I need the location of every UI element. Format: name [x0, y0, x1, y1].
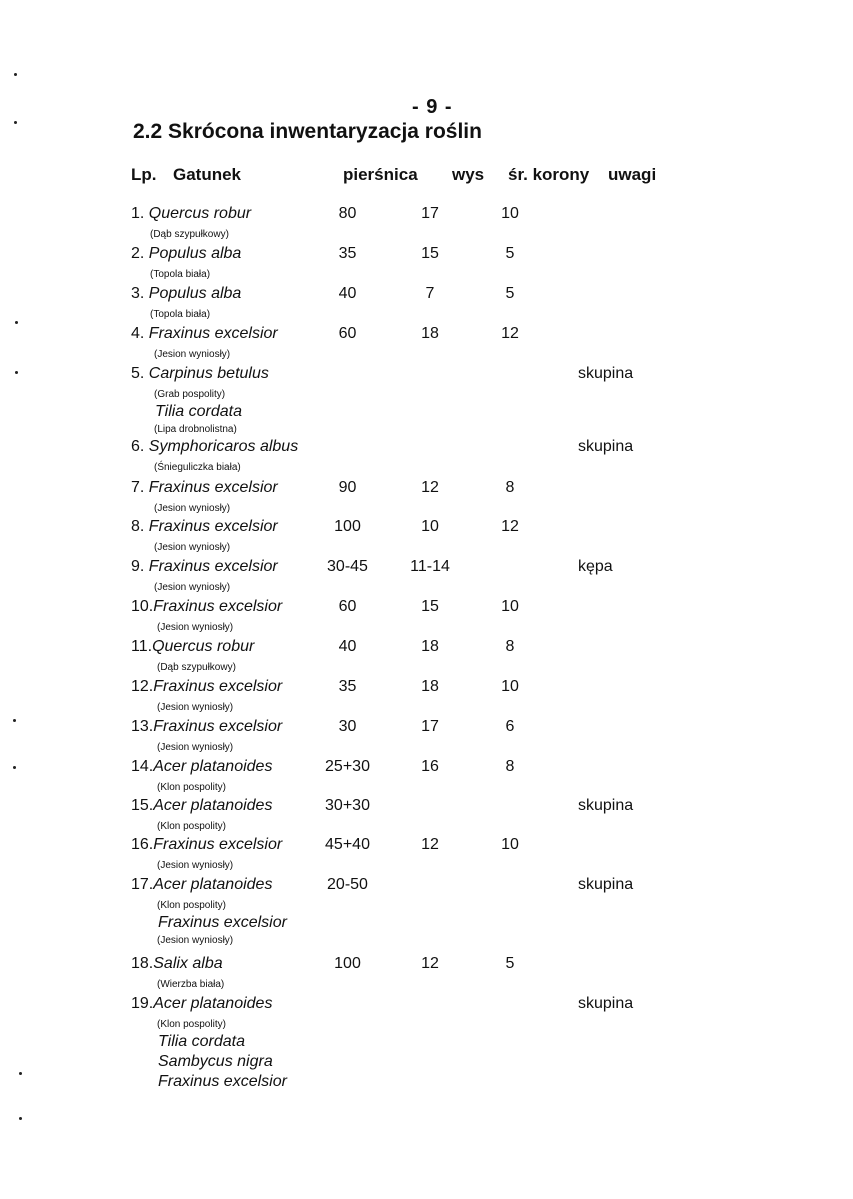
remarks-value: skupina: [578, 995, 634, 1012]
crown-value: 10: [501, 678, 519, 695]
additional-species: Sambycus nigra: [158, 1053, 273, 1070]
table-row: [0, 554, 853, 580]
species-cell: [131, 714, 282, 740]
crown-value: 10: [501, 836, 519, 853]
common-name: (Klon pospolity): [157, 821, 226, 832]
latin-name: Fraxinus excelsior: [148, 325, 278, 342]
common-name: (Klon pospolity): [157, 900, 226, 911]
height-value: 10: [421, 518, 439, 535]
table-row: [0, 201, 853, 227]
height-value: 15: [421, 598, 439, 615]
table-row: [0, 514, 853, 540]
latin-name: Populus alba: [148, 285, 242, 302]
additional-species: Fraxinus excelsior: [158, 1073, 287, 1090]
remarks-value: skupina: [578, 797, 634, 814]
piersnica-value: 40: [338, 638, 357, 655]
row-number: 16.: [131, 836, 154, 853]
species-cell: [131, 475, 278, 501]
crown-value: 5: [505, 245, 515, 262]
remarks-value: kępa: [578, 558, 613, 575]
crown-value: 12: [501, 325, 519, 342]
table-row: [0, 361, 853, 387]
piersnica-value: 20-50: [327, 876, 368, 893]
crown-value: 6: [505, 718, 515, 735]
latin-name: Fraxinus excelsior: [153, 836, 283, 853]
latin-name: Populus alba: [148, 245, 242, 262]
row-number: 17.: [131, 876, 154, 893]
piersnica-value: 60: [338, 598, 357, 615]
common-name: (Jesion wyniosły): [157, 742, 234, 753]
species-cell: [131, 514, 278, 540]
piersnica-value: 100: [334, 955, 361, 972]
scan-speck: [14, 73, 17, 76]
latin-name: Fraxinus excelsior: [153, 718, 283, 735]
common-name: (Jesion wyniosły): [154, 503, 231, 514]
species-cell: [131, 201, 251, 227]
crown-value: 8: [505, 638, 515, 655]
common-name: (Jesion wyniosły): [154, 542, 231, 553]
header-lp: Lp.: [131, 165, 157, 184]
row-number: 10.: [131, 598, 154, 615]
header-wys: wys: [452, 165, 485, 184]
scan-speck: [15, 321, 18, 324]
latin-name: Acer platanoides: [153, 995, 273, 1012]
common-name: (Topola biała): [150, 269, 211, 280]
height-value: 12: [421, 836, 439, 853]
table-row: [0, 434, 853, 460]
table-row: [0, 714, 853, 740]
table-row: [0, 241, 853, 267]
piersnica-value: 30-45: [327, 558, 368, 575]
row-number: 4.: [131, 325, 145, 342]
species-cell: [131, 872, 272, 898]
species-cell: [131, 991, 272, 1017]
piersnica-value: 45+40: [325, 836, 370, 853]
row-number: 7.: [131, 479, 145, 496]
table-row: [0, 634, 853, 660]
additional-species: Tilia cordata: [158, 1033, 246, 1050]
height-value: 18: [421, 325, 439, 342]
latin-name: Fraxinus excelsior: [153, 678, 283, 695]
crown-value: 10: [501, 205, 519, 222]
latin-name: Fraxinus excelsior: [148, 479, 278, 496]
row-number: 8.: [131, 518, 145, 535]
row-number: 19.: [131, 995, 154, 1012]
crown-value: 8: [505, 479, 515, 496]
table-row: [0, 832, 853, 858]
table-row: [0, 991, 853, 1017]
header-korona: śr. korony: [508, 165, 590, 184]
header-piersnica: pierśnica: [343, 165, 418, 184]
page-title: 2.2 Skrócona inwentaryzacja roślin: [133, 120, 482, 143]
additional-species: Tilia cordata: [155, 403, 243, 420]
crown-value: 12: [501, 518, 519, 535]
species-cell: [131, 361, 269, 387]
table-row: [0, 475, 853, 501]
common-name: (Jesion wyniosły): [157, 622, 234, 633]
species-cell: [131, 434, 298, 460]
scan-speck: [13, 766, 16, 769]
piersnica-value: 30+30: [325, 797, 370, 814]
common-name: (Klon pospolity): [157, 1019, 226, 1030]
species-cell: [131, 594, 282, 620]
height-value: 18: [421, 678, 439, 695]
row-number: 12.: [131, 678, 154, 695]
piersnica-value: 60: [338, 325, 357, 342]
row-number: 2.: [131, 245, 145, 262]
height-value: 15: [421, 245, 439, 262]
row-number: 15.: [131, 797, 154, 814]
remarks-value: skupina: [578, 876, 634, 893]
species-cell: [131, 241, 241, 267]
common-name: (Jesion wyniosły): [157, 702, 234, 713]
scan-speck: [15, 371, 18, 374]
table-row: [0, 594, 853, 620]
latin-name: Acer platanoides: [153, 876, 273, 893]
species-cell: [131, 281, 241, 307]
species-cell: [131, 674, 282, 700]
scan-speck: [14, 121, 17, 124]
table-row: [0, 281, 853, 307]
table-row: [0, 872, 853, 898]
latin-name: Acer platanoides: [153, 758, 273, 775]
piersnica-value: 25+30: [325, 758, 370, 775]
table-row: [0, 793, 853, 819]
remarks-value: skupina: [578, 365, 634, 382]
height-value: 12: [421, 479, 439, 496]
common-name: (Jesion wyniosły): [157, 860, 234, 871]
latin-name: Acer platanoides: [153, 797, 273, 814]
height-value: 7: [425, 285, 435, 302]
scan-speck: [19, 1117, 22, 1120]
row-number: 14.: [131, 758, 154, 775]
latin-name: Salix alba: [153, 955, 223, 972]
piersnica-value: 35: [338, 245, 357, 262]
common-name: (Grab pospolity): [154, 389, 226, 400]
species-cell: [131, 634, 254, 660]
row-number: 18.: [131, 955, 154, 972]
row-number: 9.: [131, 558, 145, 575]
common-name: (Dąb szypułkowy): [157, 662, 236, 673]
latin-name: Quercus robur: [148, 205, 252, 222]
species-cell: [131, 554, 278, 580]
common-name: (Klon pospolity): [157, 782, 226, 793]
latin-name: Fraxinus excelsior: [153, 598, 283, 615]
piersnica-value: 30: [338, 718, 357, 735]
common-name: (Dąb szypułkowy): [150, 229, 229, 240]
height-value: 17: [421, 718, 439, 735]
common-name: (Śnieguliczka biała): [154, 462, 241, 473]
crown-value: 8: [505, 758, 515, 775]
header-uwagi: uwagi: [608, 165, 657, 184]
remarks-value: skupina: [578, 438, 634, 455]
species-cell: [131, 321, 278, 347]
table-row: [0, 674, 853, 700]
latin-name: Fraxinus excelsior: [148, 518, 278, 535]
species-cell: [131, 832, 282, 858]
height-value: 11-14: [410, 558, 450, 575]
row-number: 13.: [131, 718, 154, 735]
latin-name: Symphoricaros albus: [148, 438, 299, 455]
page-number: - 9 -: [412, 96, 453, 118]
table-row: [0, 321, 853, 347]
height-value: 12: [421, 955, 439, 972]
piersnica-value: 35: [338, 678, 357, 695]
latin-name: Carpinus betulus: [148, 365, 269, 382]
piersnica-value: 40: [338, 285, 357, 302]
table-row: [0, 951, 853, 977]
piersnica-value: 90: [338, 479, 357, 496]
row-number: 1.: [131, 205, 145, 222]
table-row: [0, 754, 853, 780]
species-cell: [131, 754, 272, 780]
height-value: 17: [421, 205, 439, 222]
header-gatunek: Gatunek: [173, 165, 242, 184]
scan-speck: [13, 719, 16, 722]
row-number: 6.: [131, 438, 145, 455]
scan-speck: [19, 1072, 22, 1075]
row-number: 11.: [131, 638, 153, 655]
piersnica-value: 80: [338, 205, 357, 222]
row-number: 5.: [131, 365, 145, 382]
common-name: (Jesion wyniosły): [157, 935, 234, 946]
common-name: (Jesion wyniosły): [154, 349, 231, 360]
latin-name: Quercus robur: [152, 638, 255, 655]
common-name: (Lipa drobnolistna): [154, 424, 237, 435]
piersnica-value: 100: [334, 518, 361, 535]
crown-value: 10: [501, 598, 519, 615]
common-name: (Jesion wyniosły): [154, 582, 231, 593]
latin-name: Fraxinus excelsior: [148, 558, 278, 575]
species-cell: [131, 793, 272, 819]
height-value: 18: [421, 638, 439, 655]
row-number: 3.: [131, 285, 145, 302]
crown-value: 5: [505, 285, 515, 302]
common-name: (Wierzba biała): [157, 979, 225, 990]
common-name: (Topola biała): [150, 309, 211, 320]
additional-species: Fraxinus excelsior: [158, 914, 287, 931]
crown-value: 5: [505, 955, 515, 972]
species-cell: [131, 951, 223, 977]
height-value: 16: [421, 758, 439, 775]
